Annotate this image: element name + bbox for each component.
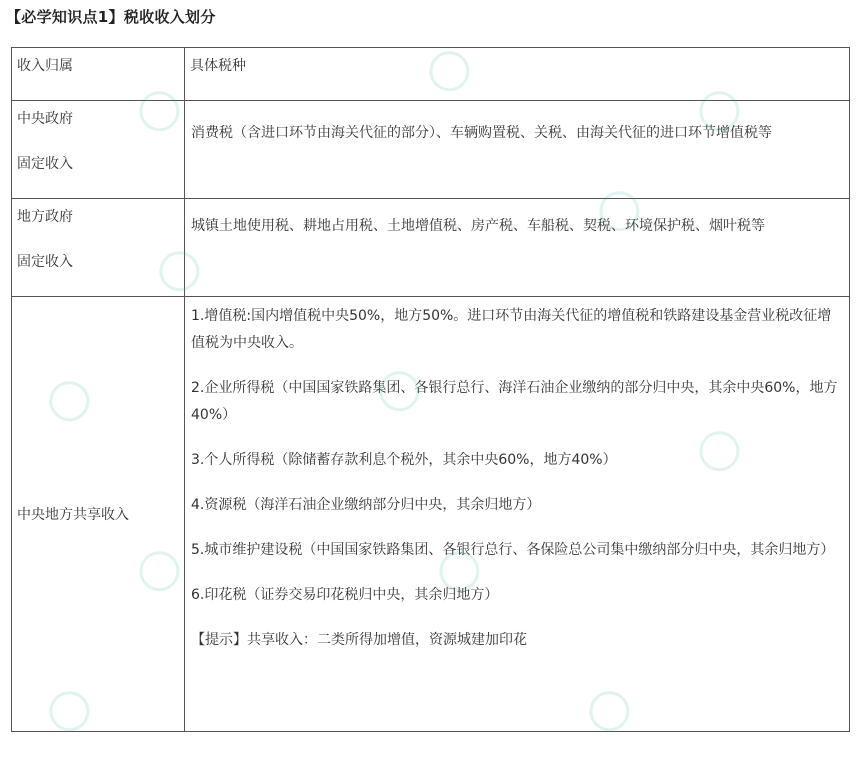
local-label-cell: [12, 199, 185, 297]
shared-content-cell: [185, 297, 850, 732]
table-row-local: [12, 199, 850, 297]
shared-label-text: 中央地方共享收入: [17, 507, 129, 523]
local-label-line1: 地方政府: [17, 209, 73, 225]
header-cell-attribution: [12, 48, 185, 101]
header-attribution-label: 收入归属: [17, 58, 73, 74]
local-label-line2: 固定收入: [17, 254, 73, 270]
shared-item-personal-income-tax: 3.个人所得税（除储蓄存款利息个税外，其余中央60%，地方40%）: [191, 452, 617, 468]
shared-tip: 【提示】共享收入：二类所得加增值，资源城建加印花: [191, 632, 527, 648]
central-label-line1: 中央政府: [17, 111, 73, 127]
header-tax-types-label: 具体税种: [190, 58, 246, 74]
local-content-cell: [185, 199, 850, 297]
table-header-row: [12, 48, 850, 101]
central-content-cell: [185, 101, 850, 199]
shared-item-stamp-tax: 6.印花税（证券交易印花税归中央，其余归地方）: [191, 587, 499, 603]
shared-items-list: [185, 297, 849, 654]
central-label-cell: [12, 101, 185, 199]
header-cell-tax-types: [185, 48, 850, 101]
page-title: 【必学知识点1】税收收入划分: [6, 8, 216, 26]
shared-item-resource-tax: 4.资源税（海洋石油企业缴纳部分归中央，其余归地方）: [191, 497, 541, 513]
shared-item-corporate-income-tax: 2.企业所得税（中国国家铁路集团、各银行总行、海洋石油企业缴纳的部分归中央，其余中央60%，地方40%）: [191, 380, 838, 423]
shared-item-urban-construction-tax: 5.城市维护建设税（中国国家铁路集团、各银行总行、各保险总公司集中缴纳部分归中央，其余归地方）: [191, 542, 835, 558]
table-row-central: [12, 101, 850, 199]
central-label-line2: 固定收入: [17, 156, 73, 172]
central-content-text: 消费税（含进口环节由海关代征的部分）、车辆购置税、关税、由海关代征的进口环节增值税等: [191, 125, 772, 141]
local-content-text: 城镇土地使用税、耕地占用税、土地增值税、房产税、车船税、契税、环境保护税、烟叶税等: [191, 218, 765, 234]
tax-revenue-table: [11, 47, 850, 732]
shared-label-cell: [12, 297, 185, 732]
table-row-shared: [12, 297, 850, 732]
shared-item-vat: 1.增值税:国内增值税中央50%，地方50%。进口环节由海关代征的增值税和铁路建设基金营业税改征增值税为中央收入。: [191, 308, 832, 351]
